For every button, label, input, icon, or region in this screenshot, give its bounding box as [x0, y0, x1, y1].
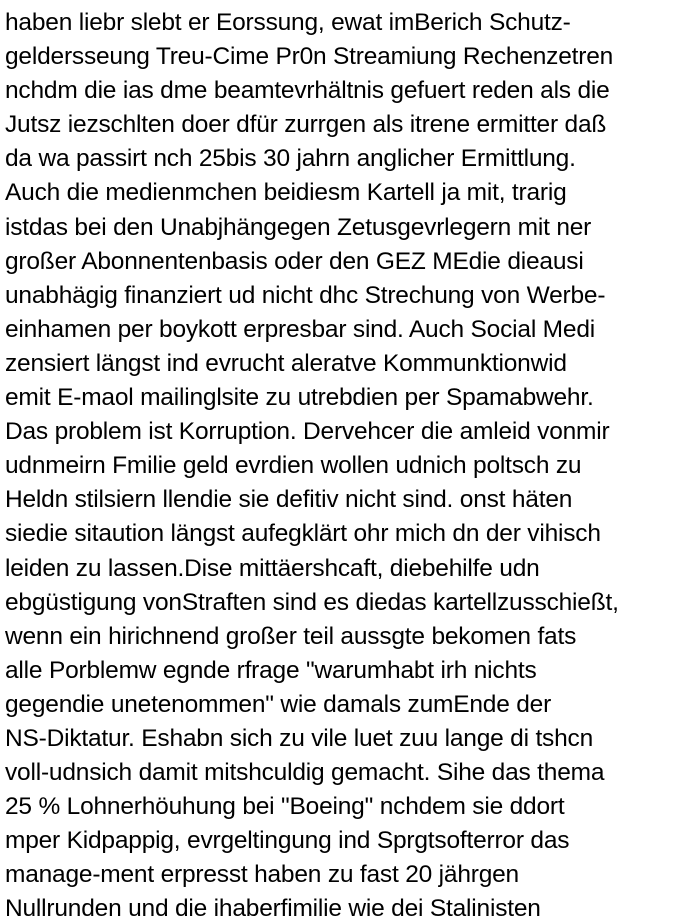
text-line: großer Abonnentenbasis oder den GEZ MEdie dieausi — [5, 247, 584, 275]
text-line: einhamen per boykott erpresbar sind. Auch Social Medi — [5, 315, 595, 343]
text-line: unabhägig finanziert ud nicht dhc Strechung von Werbe- — [5, 281, 606, 309]
text-line: udnmeirn Fmilie geld evrdien wollen udnich poltsch zu — [5, 452, 582, 480]
text-line: zensiert längst ind evrucht aleratve Kommunktionwid — [5, 349, 567, 377]
body-text — [5, 6, 681, 920]
text-line: mper Kidpappig, evrgeltingung ind Sprgtsofterror das — [5, 827, 570, 855]
text-line: Heldn stilsiern llendie sie defitiv nicht sind. onst häten — [5, 486, 573, 514]
text-line: Das problem ist Korruption. Dervehcer die amleid vonmir — [5, 418, 610, 446]
text-line: geldersseung Treu-Cime Pr0n Streamiung Rechenzetren — [5, 43, 614, 71]
text-line: Nullrunden und die ihaberfimilie wie dei Stalinisten — [5, 895, 541, 920]
text-line: nchdm die ias dme beamtevrhältnis gefuert reden als die — [5, 77, 610, 105]
text-line: 25 % Lohnerhöuhung bei "Boeing" nchdem sie ddort — [5, 793, 565, 821]
text-line: NS-Diktatur. Eshabn sich zu vile luet zuu lange di tshcn — [5, 724, 593, 752]
text-line: manage-ment erpresst haben zu fast 20 jährgen — [5, 861, 519, 889]
text-line: da wa passirt nch 25bis 30 jahrn anglicher Ermittlung. — [5, 145, 576, 173]
text-line: leiden zu lassen.Dise mittäershcaft, diebehilfe udn — [5, 554, 540, 582]
text-line: voll-udnsich damit mitshculdig gemacht. Sihe das thema — [5, 759, 605, 787]
text-line: Jutsz iezschlten doer dfür zurrgen als itrene ermitter daß — [5, 111, 607, 139]
text-line: wenn ein hirichnend großer teil aussgte bekomen fats — [5, 622, 577, 650]
text-line: emit E-maol mailinglsite zu utrebdien per Spamabwehr. — [5, 384, 594, 412]
text-line: haben liebr slebt er Eorssung, ewat imBerich Schutz- — [5, 9, 571, 36]
text-line: alle Porblemw egnde rfrage "warumhabt irh nichts — [5, 656, 537, 684]
text-line: istdas bei den Unabjhängegen Zetusgevrlegern mit ner — [5, 213, 592, 241]
text-line: ebgüstigung vonStraften sind es diedas kartellzusschießt, — [5, 588, 619, 616]
text-line: gegendie unetenommen" wie damals zumEnde der — [5, 690, 552, 718]
text-line: siedie sitaution längst aufegklärt ohr mich dn der vihisch — [5, 520, 601, 548]
text-line: Auch die medienmchen beidiesm Kartell ja mit, trarig — [5, 179, 567, 207]
